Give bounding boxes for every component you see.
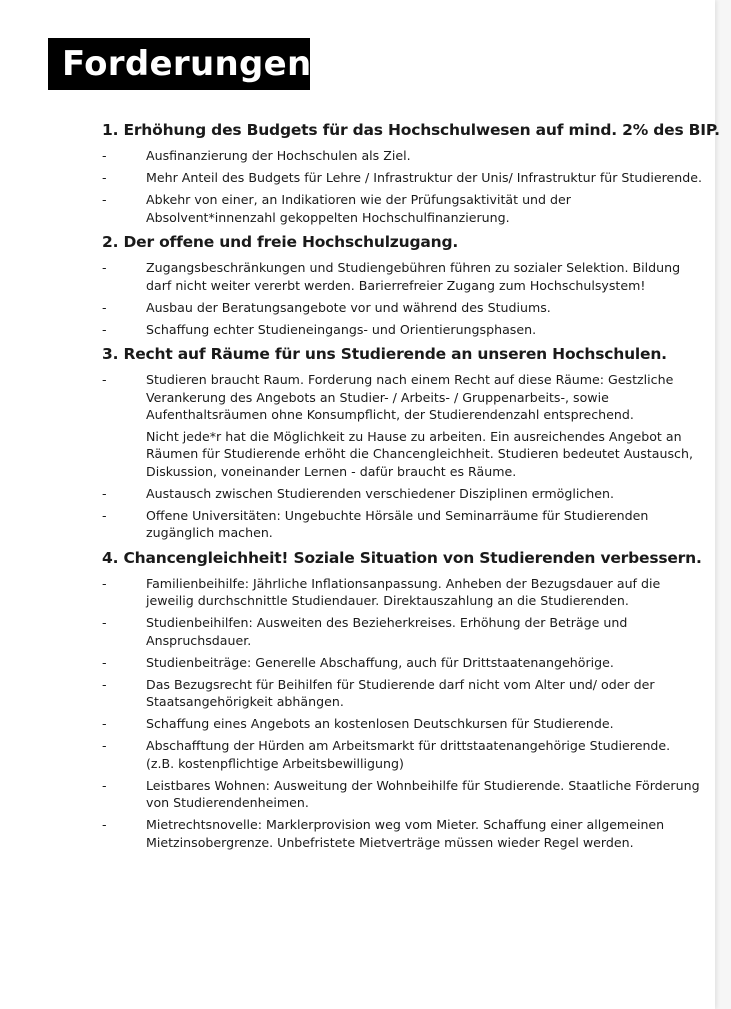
list-item: - Das Bezugsrecht für Beihilfen für Studierende darf nicht vom Alter und/ oder der Staatsangehörigkeit abhängen. — [102, 676, 655, 709]
list-item: - Abschafftung der Hürden am Arbeitsmarkt für drittstaatenangehörige Studierende. (z.B. kostenpflichtige Arbeitsbewilligung) — [102, 738, 671, 771]
list-item: - Abkehr von einer, an Indikatioren wie der Prüfungsaktivität und der Absolvent*innenzahl gekoppelten Hochschulfinanzierung. — [102, 192, 571, 225]
list-item: - Austausch zwischen Studierenden verschiedener Disziplinen ermöglichen. — [102, 485, 615, 501]
list-item: - Ausbau der Beratungsangebote vor und während des Studiums. — [102, 299, 551, 315]
bullet-dash: - — [102, 170, 107, 185]
section-access — [102, 232, 702, 338]
list-item: - Ausfinanzierung der Hochschulen als Ziel. — [102, 148, 411, 163]
bullet-dash: - — [102, 192, 107, 207]
bullet-dash: - — [102, 260, 107, 275]
list-item: - Mehr Anteil des Budgets für Lehre / Infrastruktur der Unis/ Infrastruktur für Studierende. — [102, 170, 702, 185]
bullet-dash: - — [102, 507, 107, 523]
bullet-dash: - — [102, 777, 107, 793]
section-rooms — [102, 344, 702, 542]
list-item: - Studieren braucht Raum. Forderung nach einem Recht auf diese Räume: Gestzliche Verankerung des Angebots an Studier- / Arbeits- / Gruppenarbeits-, sowie Aufenthaltsräumen ohne Konsumpflicht, der Studierendenzahl entsprechend. Nicht jede*r hat die Möglichkeit zu Hause zu arbeiten. Ein ausreichendes Angebot an Räumen für Studierende erhöht die Chancengleichheit. Studieren bedeutet Austausch, Diskussion, voneinander Lernen - dafür braucht es Räume. — [102, 372, 693, 479]
section-heading: 3. Recht auf Räume für uns Studierende an unseren Hochschulen. — [102, 345, 667, 363]
bullet-dash: - — [102, 148, 107, 163]
section-heading: 2. Der offene und freie Hochschulzugang. — [102, 233, 459, 251]
bullet-dash: - — [102, 485, 107, 501]
list-item: - Familienbeihilfe: Jährliche Inflationsanpassung. Anheben der Bezugsdauer auf die jeweilig durchschnittle Studiendauer. Direktauszahlung an die Studierenden. — [102, 575, 661, 608]
bullet-dash: - — [102, 676, 107, 692]
bullet-dash: - — [102, 817, 107, 832]
list-item: - Zugangsbeschränkungen und Studiengebühren führen zu sozialer Selektion. Bildung darf nicht weiter vererbt werden. Barierrefreier Zugang zum Hochschulsystem! — [102, 260, 681, 293]
list-item: - Schaffung eines Angebots an kostenlosen Deutschkursen für Studierende. — [102, 716, 614, 731]
section-heading: 4. Chancengleichheit! Soziale Situation von Studierenden verbessern. — [102, 548, 702, 567]
bullet-dash: - — [102, 299, 107, 315]
page-title: Forderungen — [48, 38, 310, 90]
bullet-dash: - — [102, 716, 107, 731]
demands-list — [102, 120, 720, 857]
section-budget — [102, 120, 720, 226]
section-equal-opportunity — [102, 548, 702, 852]
bullet-dash: - — [102, 372, 107, 387]
list-item: - Mietrechtsnovelle: Marklerprovision weg vom Mieter. Schaffung einer allgemeinen Mietzinsobergrenze. Unbefristete Mietverträge müssen wieder Regel werden. — [102, 817, 665, 850]
list-item: - Schaffung echter Studieneingangs- und Orientierungsphasen. — [102, 321, 537, 337]
list-item: - Leistbares Wohnen: Ausweitung der Wohnbeihilfe für Studierende. Staatliche Förderung von Studierendenheimen. — [102, 777, 700, 810]
bullet-dash: - — [102, 654, 107, 670]
bullet-dash: - — [102, 575, 107, 591]
list-item: - Studienbeiträge: Generelle Abschaffung, auch für Drittstaatenangehörige. — [102, 654, 614, 670]
bullet-dash: - — [102, 738, 107, 753]
section-heading: 1. Erhöhung des Budgets für das Hochschulwesen auf mind. 2% des BIP. — [102, 121, 720, 139]
list-item: - Offene Universitäten: Ungebuchte Hörsäle und Seminarräume für Studierenden zugänglich machen. — [102, 507, 649, 540]
list-item: - Studienbeihilfen: Ausweiten des Bezieherkreises. Erhöhung der Beträge und Anspruchsdauer. — [102, 615, 628, 648]
bullet-dash: - — [102, 615, 107, 630]
bullet-dash: - — [102, 321, 107, 337]
